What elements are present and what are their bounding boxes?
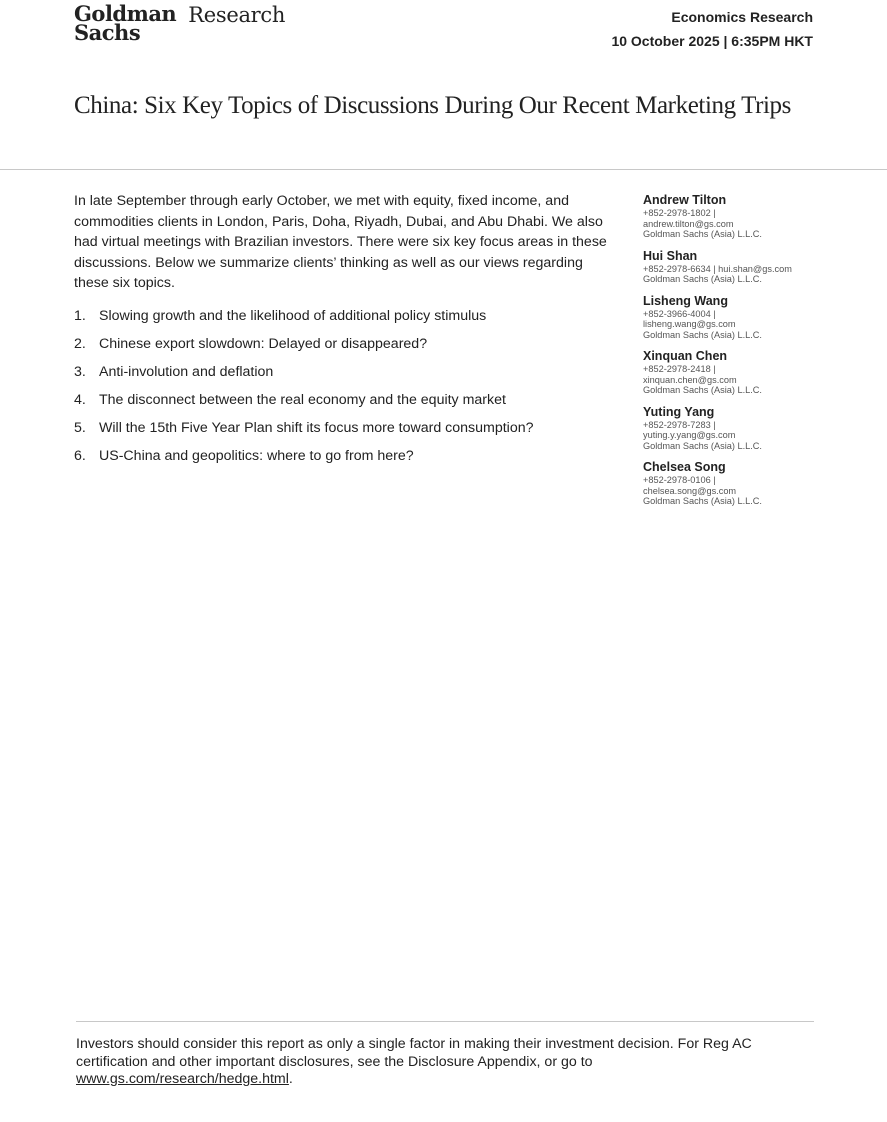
topic-number: 4. xyxy=(74,392,86,408)
author-entity: Goldman Sachs (Asia) L.L.C. xyxy=(643,496,762,506)
logo-unit-label: Research xyxy=(188,3,286,27)
topic-item xyxy=(74,334,614,362)
author-email[interactable]: yuting.y.yang@gs.com xyxy=(643,430,736,440)
footer-divider xyxy=(76,1021,814,1022)
topic-text: Will the 15th Five Year Plan shift its focus more toward consumption? xyxy=(99,420,534,436)
author-entity: Goldman Sachs (Asia) L.L.C. xyxy=(643,440,762,451)
disclosure-link[interactable]: www.gs.com/research/hedge.html xyxy=(76,1071,289,1087)
topic-text: Slowing growth and the likelihood of additional policy stimulus xyxy=(99,308,487,324)
topic-item xyxy=(74,390,614,418)
author-email[interactable]: lisheng.wang@gs.com xyxy=(643,319,736,329)
disclaimer-text xyxy=(76,1036,776,1089)
author-phone: +852-2978-2418 | xyxy=(643,364,716,374)
author-card xyxy=(643,349,843,396)
topic-text: US-China and geopolitics: where to go from here? xyxy=(99,448,414,464)
author-card xyxy=(643,405,843,452)
authors-sidebar xyxy=(643,193,843,516)
intro-paragraph: In late September through early October, we met with equity, fixed income, and commodities clients in London, Paris, Doha, Riyadh, Dubai, and Abu Dhabi. We also had virtual meetings with Brazilian investors. There were six key focus areas in these discussions. Below we summarize clients’ thinking as well as our views regarding these six topics. xyxy=(74,193,607,291)
author-email[interactable]: andrew.tilton@gs.com xyxy=(643,218,734,229)
author-name: Chelsea Song xyxy=(643,460,726,474)
report-meta xyxy=(611,5,813,53)
logo-wordmark xyxy=(74,1,177,45)
topic-number: 5. xyxy=(74,420,86,436)
author-entity: Goldman Sachs (Asia) L.L.C. xyxy=(643,229,762,239)
author-name: Lisheng Wang xyxy=(643,293,728,308)
topic-item xyxy=(74,446,614,474)
author-phone: +852-3966-4004 | xyxy=(643,308,716,319)
author-name: Andrew Tilton xyxy=(643,193,727,207)
logo-brand-line2: Sachs xyxy=(74,20,141,45)
author-phone: +852-2978-7283 | xyxy=(643,419,716,430)
topic-text: The disconnect between the real economy and the equity market xyxy=(99,392,506,408)
disclaimer-end: . xyxy=(288,1071,293,1087)
department-label: Economics Research xyxy=(671,9,813,25)
author-phone: +852-2978-1802 | xyxy=(643,208,716,218)
topic-item xyxy=(74,362,614,390)
author-entity: Goldman Sachs (Asia) L.L.C. xyxy=(643,274,762,284)
author-email[interactable]: xinquan.chen@gs.com xyxy=(643,374,737,385)
topic-number: 3. xyxy=(74,364,86,380)
topic-number: 2. xyxy=(74,336,86,352)
author-entity: Goldman Sachs (Asia) L.L.C. xyxy=(643,385,762,395)
topic-number: 1. xyxy=(74,308,86,324)
topic-text: Anti-involution and deflation xyxy=(99,364,274,380)
author-email[interactable]: chelsea.song@gs.com xyxy=(643,485,737,496)
logo-brand-line1: Goldman xyxy=(74,1,177,26)
author-card xyxy=(643,460,843,507)
topic-item xyxy=(74,418,614,446)
topic-number: 6. xyxy=(74,448,86,464)
author-card xyxy=(643,249,843,285)
author-name: Yuting Yang xyxy=(643,404,715,419)
goldman-sachs-logo xyxy=(74,1,286,45)
topic-item xyxy=(74,306,614,334)
report-title: China: Six Key Topics of Discussions During Our Recent Marketing Trips xyxy=(74,92,791,119)
author-card xyxy=(643,193,843,240)
author-phone: +852-2978-0106 | xyxy=(643,475,716,485)
author-name: Xinquan Chen xyxy=(643,349,728,363)
disclaimer-body: Investors should consider this report as only a single factor in making their investment decision. For Reg AC certification and other important disclosures, see the Disclosure Appendix, or go to xyxy=(76,1036,752,1070)
author-name: Hui Shan xyxy=(643,248,698,263)
topic-text: Chinese export slowdown: Delayed or disappeared? xyxy=(99,336,428,352)
header-divider xyxy=(0,169,887,170)
author-entity: Goldman Sachs (Asia) L.L.C. xyxy=(643,329,762,340)
author-phone-email[interactable]: +852-2978-6634 | hui.shan@gs.com xyxy=(643,263,792,274)
topics-list xyxy=(74,306,614,474)
report-date: 10 October 2025 | 6:35PM HKT xyxy=(611,33,813,49)
author-card xyxy=(643,294,843,341)
